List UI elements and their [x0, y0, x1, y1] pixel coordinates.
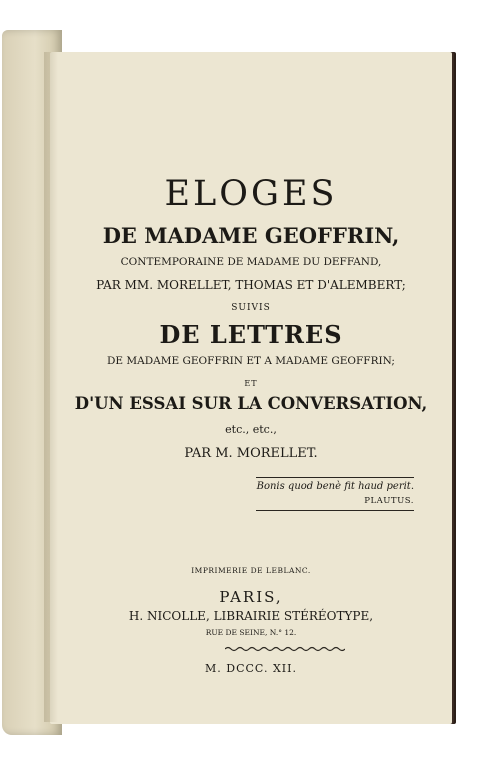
ornamental-rule — [225, 646, 345, 652]
epigraph-quote: Bonis quod benè fit haud perit. — [256, 481, 414, 492]
etc-line: etc., etc., — [225, 423, 277, 436]
lettres-subtitle: DE MADAME GEOFFRIN ET A MADAME GEOFFRIN; — [107, 355, 395, 367]
publication-date: M. DCCC. XII. — [205, 662, 297, 675]
subtitle-contemporaine: CONTEMPORAINE DE MADAME DU DEFFAND, — [120, 256, 382, 268]
epigraph-bottom-rule — [256, 510, 414, 511]
epigraph-author: PLAUTUS. — [364, 496, 414, 506]
essai-title: D'UN ESSAI SUR LA CONVERSATION, — [74, 394, 428, 413]
epigraph-top-rule — [256, 477, 414, 478]
title-page — [50, 52, 452, 724]
authors-line: PAR MM. MORELLET, THOMAS ET D'ALEMBERT; — [96, 278, 406, 292]
printer-line: IMPRIMERIE DE LEBLANC. — [191, 566, 311, 575]
publisher-line: H. NICOLLE, LIBRAIRIE STÉRÉOTYPE, — [128, 609, 374, 623]
city-line: PARIS, — [219, 588, 283, 606]
lettres-title: DE LETTRES — [159, 320, 343, 349]
et-line: ET — [244, 379, 258, 388]
suivis-line: SUIVIS — [231, 303, 271, 313]
author-morellet: PAR M. MORELLET. — [184, 446, 318, 461]
subtitle-geoffrin: DE MADAME GEOFFRIN, — [102, 223, 400, 248]
main-title: ELOGES — [164, 174, 338, 214]
gutter-shadow — [44, 52, 58, 722]
address-line: RUE DE SEINE, N.° 12. — [205, 628, 297, 637]
